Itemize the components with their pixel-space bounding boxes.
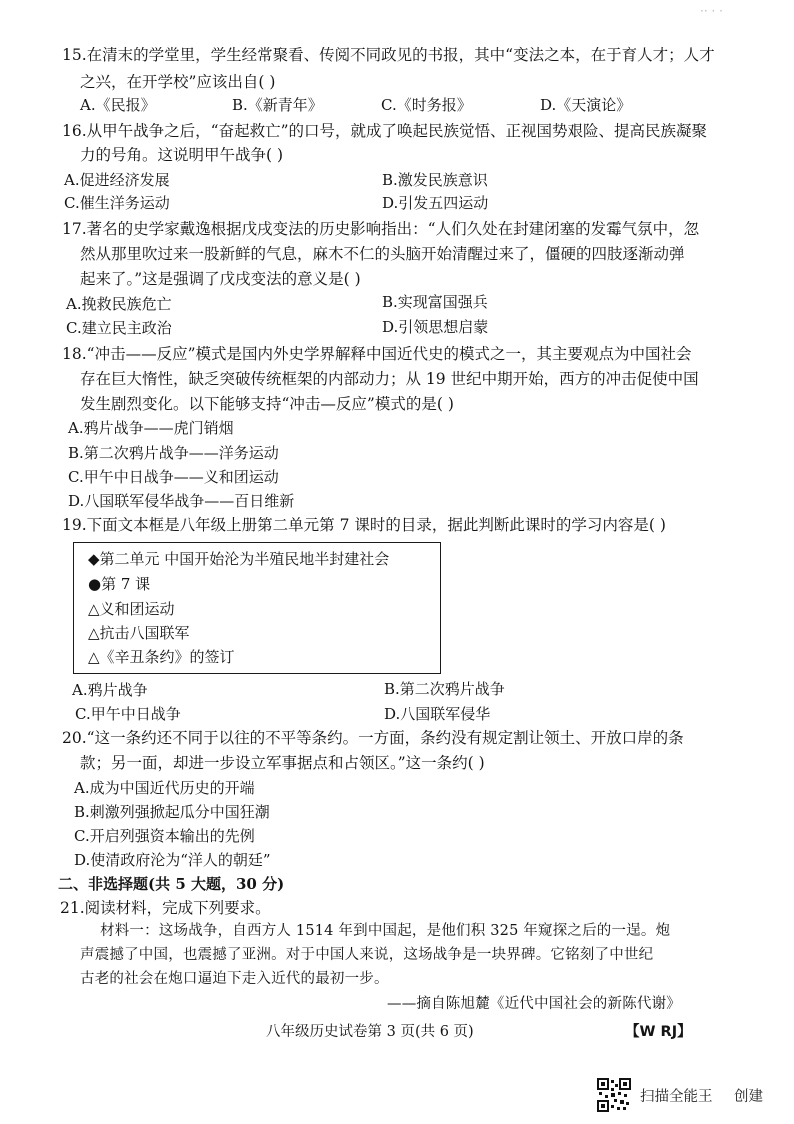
question-15-line-2: 之兴，在开学校”应该出自( ): [80, 73, 276, 91]
question-20-option-d: D.使清政府沦为“洋人的朝廷”: [74, 851, 271, 869]
scan-speckles: ·· · ·: [700, 4, 723, 18]
question-20-option-b: B.刺激列强掀起瓜分中国狂潮: [74, 803, 270, 821]
watermark-action: 创建: [734, 1089, 763, 1105]
page-footer: 八年级历史试卷第 3 页(共 6 页): [266, 1024, 474, 1040]
watermark-brand: 扫描全能王: [640, 1089, 713, 1105]
question-19-line-1: 19.下面文本框是八年级上册第二单元第 7 课时的目录，据此判断此课时的学习内容是( ): [62, 516, 666, 534]
question-19-option-b: B.第二次鸦片战争: [384, 680, 505, 698]
question-18-line-2: 存在巨大惰性，缺乏突破传统框架的内部动力；从 19 世纪中期开始，西方的冲击促使中国: [80, 370, 699, 388]
material-1-line-2: 声震撼了中国，也震撼了亚洲。对于中国人来说，这场战争是一块界碑。它铭刻了中世纪: [80, 947, 654, 963]
question-16-option-c: C.催生洋务运动: [64, 194, 170, 212]
material-1-source: ——摘自陈旭麓《近代中国社会的新陈代谢》: [387, 996, 681, 1012]
question-17-option-d: D.引领思想启蒙: [382, 318, 489, 336]
question-15-line-1: 15.在清末的学堂里，学生经常聚看、传阅不同政见的书报，其中“变法之本，在于育人才；人才: [62, 46, 715, 64]
question-15-option-c: C.《时务报》: [381, 96, 472, 114]
question-18-line-3: 发生剧烈变化。以下能够支持“冲击—反应”模式的是( ): [80, 395, 454, 413]
question-20-option-a: A.成为中国近代历史的开端: [74, 779, 255, 797]
question-19-option-d: D.八国联军侵华: [384, 705, 491, 723]
question-18-line-1: 18.“冲击——反应”模式是国内外史学界解释中国近代史的模式之一，其主要观点为中国社会: [62, 345, 692, 363]
section-heading: 二、非选择题(共 5 大题，30 分): [58, 875, 285, 893]
edition-code: 【W RJ】: [625, 1024, 692, 1040]
question-15-option-b: B.《新青年》: [232, 96, 323, 114]
question-17-option-b: B.实现富国强兵: [382, 293, 488, 311]
question-20-line-2: 款；另一面，却进一步设立军事据点和占领区。”这一条约( ): [80, 754, 485, 772]
toc-item-resist-eight-nations: △抗击八国联军: [88, 624, 190, 642]
question-16-option-b: B.激发民族意识: [382, 171, 488, 189]
material-1-line-3: 古老的社会在炮口逼迫下走入近代的最初一步。: [80, 971, 389, 987]
question-15-option-a: A.《民报》: [80, 96, 156, 114]
question-17-option-c: C.建立民主政治: [66, 319, 172, 337]
question-16-option-a: A.促进经济发展: [64, 171, 170, 189]
toc-unit-line: ◆第二单元 中国开始沦为半殖民地半封建社会: [88, 550, 390, 568]
toc-item-boxer-movement: △义和团运动: [88, 600, 175, 618]
question-18-option-a: A.鸦片战争——虎门销烟: [68, 419, 234, 437]
question-21-prompt: 21.阅读材料，完成下列要求。: [60, 899, 271, 917]
question-19-option-c: C.甲午中日战争: [75, 705, 181, 723]
question-19-option-a: A.鸦片战争: [72, 681, 148, 699]
toc-lesson-line: ●第 7 课: [88, 575, 151, 593]
question-18-option-c: C.甲午中日战争——义和团运动: [68, 468, 279, 486]
question-17-line-2: 然从那里吹过来一股新鲜的气息，麻木不仁的头脑开始清醒过来了，僵硬的四肢逐渐动弹: [80, 245, 685, 263]
toc-item-boxer-protocol: △《辛丑条约》的签订: [88, 648, 235, 666]
qr-code-icon: [597, 1078, 631, 1112]
question-18-option-d: D.八国联军侵华战争——百日维新: [68, 492, 295, 510]
question-20-line-1: 20.“这一条约还不同于以往的不平等条约。一方面，条约没有规定割让领土、开放口岸的条: [62, 729, 684, 747]
material-1-line-1: 材料一：这场战争，自西方人 1514 年到中国起，是他们积 325 年窥探之后的一逞。炮: [100, 923, 671, 939]
question-16-option-d: D.引发五四运动: [382, 194, 489, 212]
question-15-option-d: D.《天演论》: [540, 96, 632, 114]
question-17-option-a: A.挽救民族危亡: [66, 295, 172, 313]
question-18-option-b: B.第二次鸦片战争——洋务运动: [68, 444, 279, 462]
question-17-line-1: 17.著名的史学家戴逸根据戊戌变法的历史影响指出：“人们久处在封建闭塞的发霉气氛中，忽: [62, 220, 700, 238]
question-20-option-c: C.开启列强资本输出的先例: [74, 827, 255, 845]
question-16-line-2: 力的号角。这说明甲午战争( ): [80, 146, 284, 164]
question-16-line-1: 16.从甲午战争之后，“奋起救亡”的口号，就成了唤起民族觉悟、正视国势艰险、提高民族凝聚: [62, 122, 708, 140]
table-of-contents-box: [73, 542, 441, 674]
question-17-line-3: 起来了。”这是强调了戊戌变法的意义是( ): [80, 270, 361, 288]
